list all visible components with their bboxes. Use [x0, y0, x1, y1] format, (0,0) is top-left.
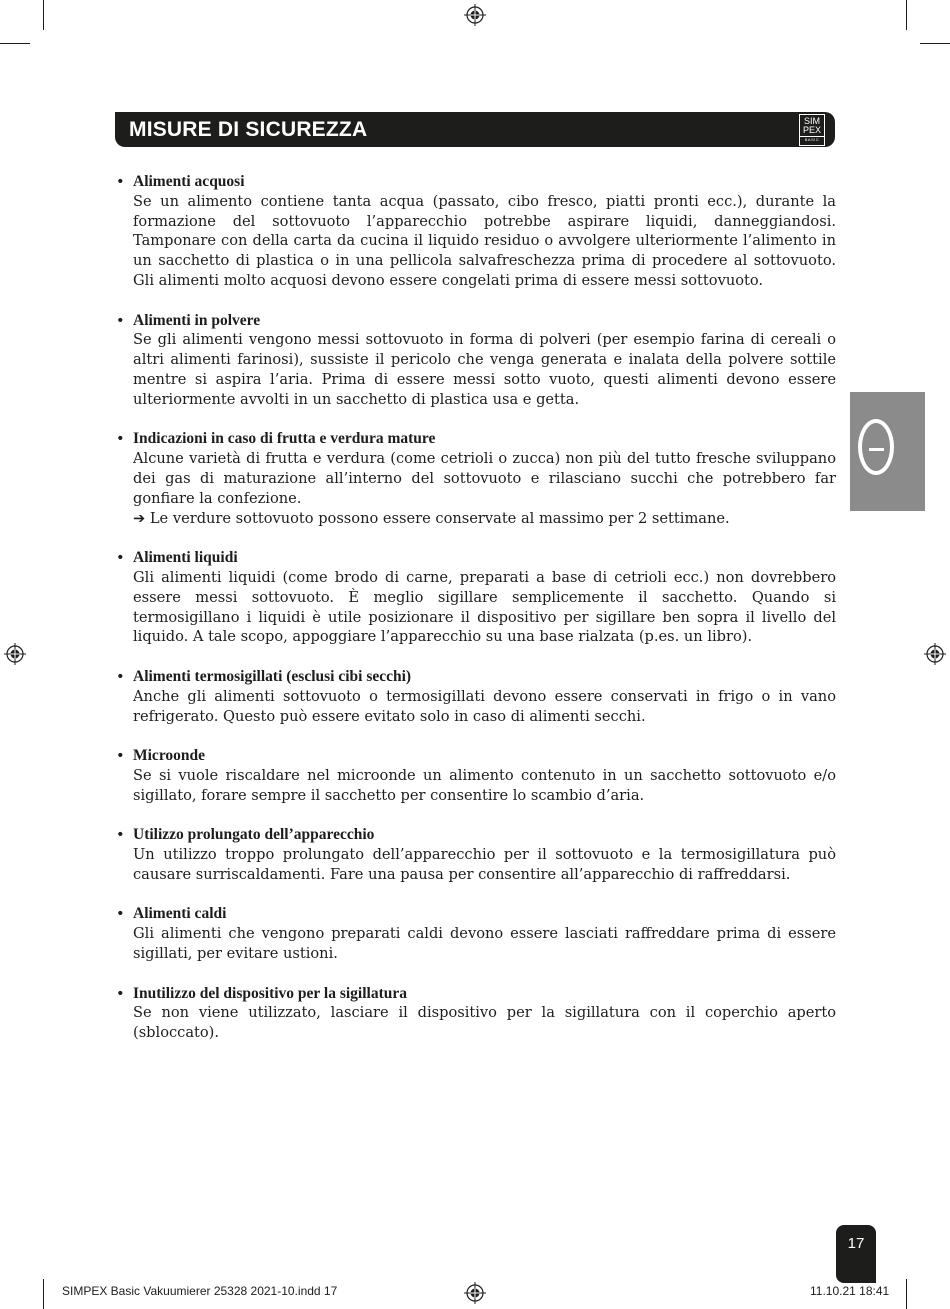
- list-item: [116, 746, 836, 805]
- list-item: [116, 825, 836, 884]
- item-title: Alimenti in polvere: [133, 311, 261, 329]
- item-title: Utilizzo prolungato dell’apparecchio: [133, 826, 375, 844]
- bullet-icon: •: [116, 430, 125, 448]
- minus-icon: [869, 448, 884, 451]
- registration-mark-icon: [464, 1282, 486, 1304]
- bullet-icon: •: [116, 173, 125, 190]
- list-item: [116, 172, 836, 291]
- bullet-icon: •: [116, 667, 125, 685]
- bullet-icon: •: [116, 905, 125, 923]
- crop-mark: [0, 43, 30, 44]
- bullet-icon: •: [116, 747, 125, 765]
- item-body: Anche gli alimenti sottovuoto o termosigillati devono essere conservati in frigo o in vano refrigerato. Questo può essere evitato solo in caso di alimenti secchi.: [133, 687, 836, 725]
- list-item: [116, 984, 836, 1043]
- item-title: Alimenti acquosi: [133, 173, 245, 190]
- crop-mark: [906, 1279, 907, 1309]
- crop-mark: [906, 0, 907, 30]
- item-title: Alimenti caldi: [133, 905, 227, 923]
- list-item: [116, 429, 836, 528]
- item-title: Indicazioni in caso di frutta e verdura mature: [133, 430, 436, 448]
- item-body: Se si vuole riscaldare nel microonde un alimento contenuto in un sacchetto sottovuoto e/o sigillato, forare sempre il sacchetto per consentire lo scambio d’aria.: [133, 766, 836, 804]
- bullet-icon: •: [116, 549, 125, 567]
- item-body: Gli alimenti liquidi (come brodo di carne, preparati a base di cetrioli ecc.) non dovrebbero essere messi sottovuoto. È meglio sigillare semplicemente il sacchetto. Quando si termosigillano i liquidi è utile posizionare il dispositivo per sigillare ben sopra il livello del liquido. A tale scopo, appoggiare l’apparecchio su una base rialzata (p.es. un libro).: [133, 568, 836, 646]
- item-body: Se un alimento contiene tanta acqua (passato, cibo fresco, piatti pronti ecc.), durante la formazione del sottovuoto l’apparecchio potrebbe aspirare liquidi, danneggiandosi. Tamponare con della carta da cucina il liquido residuo o avvolgere ulteriormente l’alimento in un sacchetto di plastica o in una pellicola salvafreschezza prima di procedere al sottovuoto. Gli alimenti molto acquosi devono essere congelati prima di essere messi sottovuoto.: [133, 192, 836, 289]
- minus-circle-icon: [858, 419, 894, 475]
- item-body: Gli alimenti che vengono preparati caldi devono essere lasciati raffreddare prima di essere sigillati, per evitare ustioni.: [133, 925, 836, 963]
- item-body: Se gli alimenti vengono messi sottovuoto in forma di polveri (per esempio farina di cereali o altri alimenti farinosi), sussiste il pericolo che venga generata e inalata della polvere sottile mentre si aspira l’aria. Prima di essere messi sotto vuoto, questi alimenti devono essere ulteriormente avvolti in un sacchetto di plastica usa e getta.: [133, 331, 836, 408]
- simpex-logo: [799, 114, 825, 146]
- item-body: Alcune varietà di frutta e verdura (come cetrioli o zucca) non più del tutto fresche sviluppano dei gas di maturazione all’interno del sottovuoto e rilasciano succhi che potrebbero far gonfiare la confezione.: [133, 450, 836, 507]
- bullet-icon: •: [116, 984, 125, 1002]
- item-body: Se non viene utilizzato, lasciare il dispositivo per la sigillatura con il coperchio aperto (sbloccato).: [133, 1004, 836, 1042]
- item-body: Un utilizzo troppo prolungato dell’apparecchio per il sottovuoto e la termosigillatura può causare surriscaldamenti. Fare una pausa per consentire all’apparecchio di raffreddarsi.: [133, 846, 836, 883]
- list-item: [116, 548, 836, 647]
- crop-mark: [43, 1279, 44, 1309]
- list-item: [116, 311, 836, 410]
- slug-file: SIMPEX Basic Vakuumierer 25328 2021-10.indd 17: [62, 1284, 338, 1298]
- item-note: ➔ Le verdure sottovuoto possono essere conservate al massimo per 2 settimane.: [133, 509, 730, 527]
- item-title: Alimenti termosigillati (esclusi cibi secchi): [133, 667, 412, 685]
- list-item: [116, 904, 836, 963]
- bullet-icon: •: [116, 311, 125, 329]
- list-item: [116, 667, 836, 726]
- item-title: Inutilizzo del dispositivo per la sigillatura: [133, 984, 408, 1002]
- crop-mark: [43, 0, 44, 30]
- logo-line-3: BASIC: [804, 137, 820, 142]
- safety-list: [116, 172, 836, 1063]
- bullet-icon: •: [116, 826, 125, 844]
- section-title: MISURE DI SICUREZZA: [129, 118, 368, 141]
- logo-line-2: PEX: [800, 126, 824, 137]
- registration-mark-icon: [924, 643, 946, 665]
- logo-line-1: SIM: [803, 116, 820, 126]
- item-title: Microonde: [133, 747, 206, 765]
- item-title: Alimenti liquidi: [133, 549, 238, 567]
- registration-mark-icon: [464, 4, 486, 26]
- page-number: 17: [836, 1225, 876, 1283]
- side-tab: [850, 392, 925, 511]
- slug-date: 11.10.21 18:41: [810, 1284, 890, 1298]
- crop-mark: [920, 43, 950, 44]
- section-header: [115, 112, 835, 147]
- registration-mark-icon: [4, 643, 26, 665]
